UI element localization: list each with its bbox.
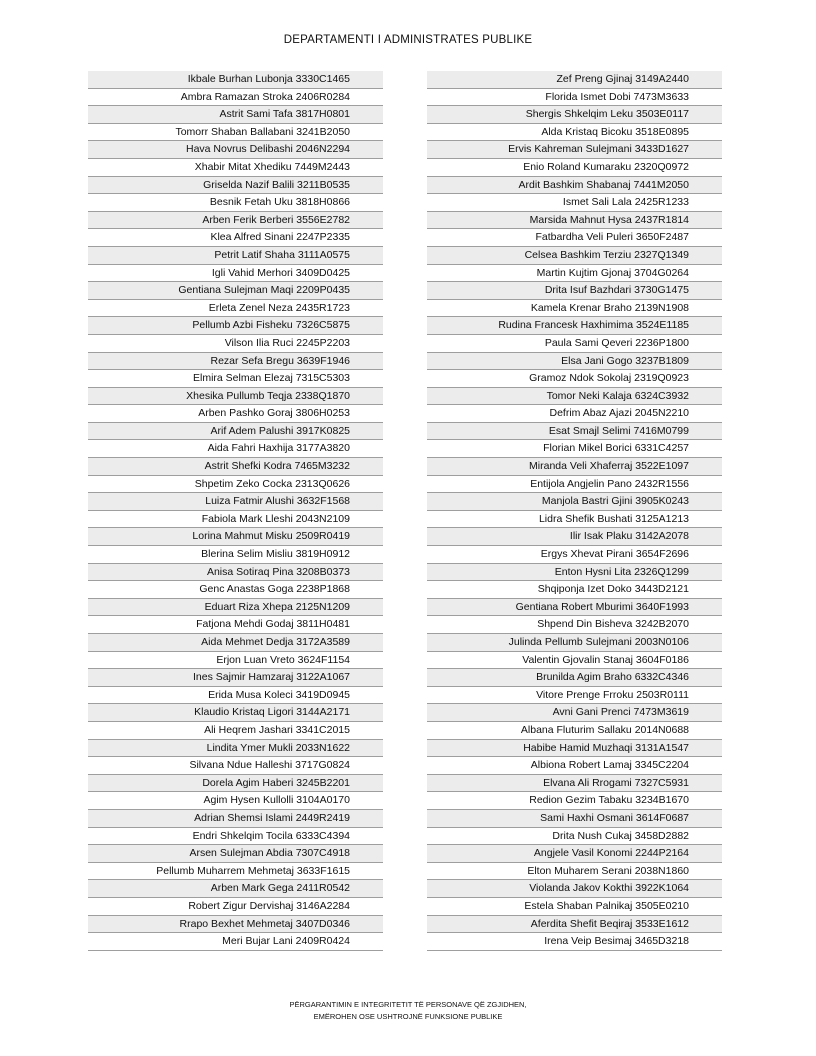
list-item: Irena Veip Besimaj 3465D3218 xyxy=(427,933,722,951)
list-item: Ambra Ramazan Stroka 2406R0284 xyxy=(88,89,383,107)
list-item: Xhesika Pullumb Teqja 2338Q1870 xyxy=(88,388,383,406)
list-item: Valentin Gjovalin Stanaj 3604F0186 xyxy=(427,652,722,670)
list-item: Fabiola Mark Lleshi 2043N2109 xyxy=(88,511,383,529)
list-item: Drita Nush Cukaj 3458D2882 xyxy=(427,828,722,846)
right-name-list xyxy=(427,71,722,951)
list-item: Shpetim Zeko Cocka 2313Q0626 xyxy=(88,476,383,494)
list-item: Aferdita Shefit Beqiraj 3533E1612 xyxy=(427,916,722,934)
footer-line-2: EMËROHEN OSE USHTROJNË FUNKSIONE PUBLIKE xyxy=(313,1012,503,1021)
list-item: Gentiana Robert Mburimi 3640F1993 xyxy=(427,599,722,617)
list-item: Paula Sami Qeveri 2236P1800 xyxy=(427,335,722,353)
list-item: Violanda Jakov Kokthi 3922K1064 xyxy=(427,880,722,898)
list-item: Vitore Prenge Frroku 2503R0111 xyxy=(427,687,722,705)
list-item: Estela Shaban Palnikaj 3505E0210 xyxy=(427,898,722,916)
list-item: Redion Gezim Tabaku 3234B1670 xyxy=(427,792,722,810)
list-item: Klea Alfred Sinani 2247P2335 xyxy=(88,229,383,247)
list-item: Elmira Selman Elezaj 7315C5303 xyxy=(88,370,383,388)
list-item: Lindita Ymer Mukli 2033N1622 xyxy=(88,740,383,758)
list-item: Luiza Fatmir Alushi 3632F1568 xyxy=(88,493,383,511)
list-item: Martin Kujtim Gjonaj 3704G0264 xyxy=(427,265,722,283)
list-item: Arif Adem Palushi 3917K0825 xyxy=(88,423,383,441)
list-item: Aida Mehmet Dedja 3172A3589 xyxy=(88,634,383,652)
list-item: Enio Roland Kumaraku 2320Q0972 xyxy=(427,159,722,177)
list-item: Ali Heqrem Jashari 3341C2015 xyxy=(88,722,383,740)
list-item: Blerina Selim Misliu 3819H0912 xyxy=(88,546,383,564)
list-item: Erleta Zenel Neza 2435R1723 xyxy=(88,300,383,318)
list-item: Astrit Shefki Kodra 7465M3232 xyxy=(88,458,383,476)
list-item: Erjon Luan Vreto 3624F1154 xyxy=(88,652,383,670)
list-item: Genc Anastas Goga 2238P1868 xyxy=(88,581,383,599)
list-item: Eduart Riza Xhepa 2125N1209 xyxy=(88,599,383,617)
page-footer xyxy=(0,999,816,1023)
list-item: Rrapo Bexhet Mehmetaj 3407D0346 xyxy=(88,916,383,934)
list-item: Zef Preng Gjinaj 3149A2440 xyxy=(427,71,722,89)
list-item: Ikbale Burhan Lubonja 3330C1465 xyxy=(88,71,383,89)
list-item: Pellumb Azbi Fisheku 7326C5875 xyxy=(88,317,383,335)
list-item: Ergys Xhevat Pirani 3654F2696 xyxy=(427,546,722,564)
list-item: Kamela Krenar Braho 2139N1908 xyxy=(427,300,722,318)
list-item: Arben Ferik Berberi 3556E2782 xyxy=(88,212,383,230)
list-item: Marsida Mahnut Hysa 2437R1814 xyxy=(427,212,722,230)
page-title: DEPARTAMENTI I ADMINISTRATES PUBLIKE xyxy=(283,34,533,46)
list-item: Gentiana Sulejman Maqi 2209P0435 xyxy=(88,282,383,300)
list-item: Ardit Bashkim Shabanaj 7441M2050 xyxy=(427,177,722,195)
list-item: Ismet Sali Lala 2425R1233 xyxy=(427,194,722,212)
list-item: Enton Hysni Lita 2326Q1299 xyxy=(427,564,722,582)
footer-line-1: PËRGARANTIMIN E INTEGRITETIT TË PERSONAVE QË ZGJIDHEN, xyxy=(289,1000,527,1009)
list-item: Arsen Sulejman Abdia 7307C4918 xyxy=(88,845,383,863)
list-item: Elton Muharem Serani 2038N1860 xyxy=(427,863,722,881)
list-item: Fatbardha Veli Puleri 3650F2487 xyxy=(427,229,722,247)
list-item: Dorela Agim Haberi 3245B2201 xyxy=(88,775,383,793)
list-item: Manjola Bastri Gjini 3905K0243 xyxy=(427,493,722,511)
list-item: Pellumb Muharrem Mehmetaj 3633F1615 xyxy=(88,863,383,881)
list-item: Xhabir Mitat Xhediku 7449M2443 xyxy=(88,159,383,177)
list-item: Albiona Robert Lamaj 3345C2204 xyxy=(427,757,722,775)
list-item: Celsea Bashkim Terziu 2327Q1349 xyxy=(427,247,722,265)
list-item: Florian Mikel Borici 6331C4257 xyxy=(427,440,722,458)
list-item: Shergis Shkelqim Leku 3503E0117 xyxy=(427,106,722,124)
list-item: Igli Vahid Merhori 3409D0425 xyxy=(88,265,383,283)
list-item: Endri Shkelqim Tocila 6333C4394 xyxy=(88,828,383,846)
list-item: Tomorr Shaban Ballabani 3241B2050 xyxy=(88,124,383,142)
list-item: Ervis Kahreman Sulejmani 3433D1627 xyxy=(427,141,722,159)
list-item: Tomor Neki Kalaja 6324C3932 xyxy=(427,388,722,406)
list-item: Shpend Din Bisheva 3242B2070 xyxy=(427,616,722,634)
list-item: Entijola Angjelin Pano 2432R1556 xyxy=(427,476,722,494)
list-item: Esat Smajl Selimi 7416M0799 xyxy=(427,423,722,441)
list-item: Robert Zigur Dervishaj 3146A2284 xyxy=(88,898,383,916)
list-item: Albana Fluturim Sallaku 2014N0688 xyxy=(427,722,722,740)
list-item: Agim Hysen Kullolli 3104A0170 xyxy=(88,792,383,810)
list-item: Sami Haxhi Osmani 3614F0687 xyxy=(427,810,722,828)
list-item: Arben Pashko Goraj 3806H0253 xyxy=(88,405,383,423)
list-item: Habibe Hamid Muzhaqi 3131A1547 xyxy=(427,740,722,758)
list-item: Erida Musa Koleci 3419D0945 xyxy=(88,687,383,705)
list-item: Angjele Vasil Konomi 2244P2164 xyxy=(427,845,722,863)
list-item: Meri Bujar Lani 2409R0424 xyxy=(88,933,383,951)
list-item: Anisa Sotiraq Pina 3208B0373 xyxy=(88,564,383,582)
list-item: Hava Novrus Delibashi 2046N2294 xyxy=(88,141,383,159)
list-item: Aida Fahri Haxhija 3177A3820 xyxy=(88,440,383,458)
list-item: Elvana Ali Rrogami 7327C5931 xyxy=(427,775,722,793)
list-item: Shqiponja Izet Doko 3443D2121 xyxy=(427,581,722,599)
list-item: Rudina Francesk Haxhimima 3524E1185 xyxy=(427,317,722,335)
list-item: Gramoz Ndok Sokolaj 2319Q0923 xyxy=(427,370,722,388)
list-item: Florida Ismet Dobi 7473M3633 xyxy=(427,89,722,107)
list-item: Brunilda Agim Braho 6332C4346 xyxy=(427,669,722,687)
list-item: Astrit Sami Tafa 3817H0801 xyxy=(88,106,383,124)
list-item: Ilir Isak Plaku 3142A2078 xyxy=(427,528,722,546)
list-item: Avni Gani Prenci 7473M3619 xyxy=(427,704,722,722)
list-item: Elsa Jani Gogo 3237B1809 xyxy=(427,353,722,371)
list-item: Ines Sajmir Hamzaraj 3122A1067 xyxy=(88,669,383,687)
list-item: Besnik Fetah Uku 3818H0866 xyxy=(88,194,383,212)
list-item: Arben Mark Gega 2411R0542 xyxy=(88,880,383,898)
left-name-list xyxy=(88,71,383,951)
list-item: Julinda Pellumb Sulejmani 2003N0106 xyxy=(427,634,722,652)
list-item: Rezar Sefa Bregu 3639F1946 xyxy=(88,353,383,371)
list-item: Alda Kristaq Bicoku 3518E0895 xyxy=(427,124,722,142)
list-item: Petrit Latif Shaha 3111A0575 xyxy=(88,247,383,265)
list-item: Lidra Shefik Bushati 3125A1213 xyxy=(427,511,722,529)
list-item: Silvana Ndue Halleshi 3717G0824 xyxy=(88,757,383,775)
list-item: Defrim Abaz Ajazi 2045N2210 xyxy=(427,405,722,423)
list-item: Adrian Shemsi Islami 2449R2419 xyxy=(88,810,383,828)
list-item: Vilson Ilia Ruci 2245P2203 xyxy=(88,335,383,353)
list-item: Klaudio Kristaq Ligori 3144A2171 xyxy=(88,704,383,722)
list-item: Lorina Mahmut Misku 2509R0419 xyxy=(88,528,383,546)
list-item: Miranda Veli Xhaferraj 3522E1097 xyxy=(427,458,722,476)
list-item: Griselda Nazif Balili 3211B0535 xyxy=(88,177,383,195)
list-item: Drita Isuf Bazhdari 3730G1475 xyxy=(427,282,722,300)
list-item: Fatjona Mehdi Godaj 3811H0481 xyxy=(88,616,383,634)
